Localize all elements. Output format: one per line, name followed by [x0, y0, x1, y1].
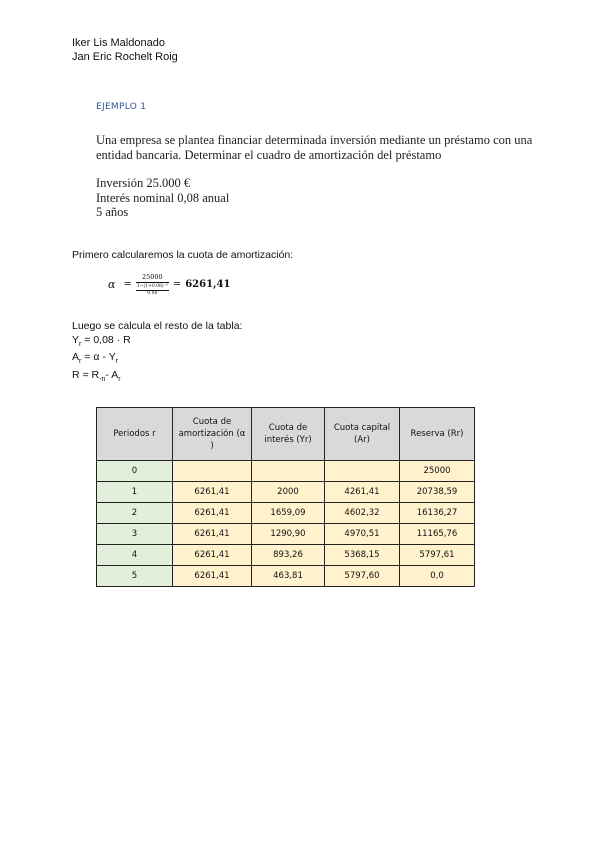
cell-interes: 1659,09	[252, 503, 325, 524]
formula-numerator: 25000	[141, 273, 163, 281]
formula-denominator-bottom: 0.08	[136, 290, 169, 297]
cell-period: 5	[97, 566, 173, 587]
cell-cuota	[173, 461, 252, 482]
cell-reserva: 5797,61	[400, 545, 475, 566]
cell-cuota: 6261,41	[173, 524, 252, 545]
header-cuota-interes: Cuota de interés (Yr)	[252, 408, 325, 461]
cell-interes	[252, 461, 325, 482]
table-header-row	[97, 408, 475, 461]
header-periodos: Periodos r	[97, 408, 173, 461]
formula-denominator	[136, 282, 169, 296]
cell-capital: 5368,15	[325, 545, 400, 566]
cell-reserva: 11165,76	[400, 524, 475, 545]
header-reserva: Reserva (Rr)	[400, 408, 475, 461]
formula-reserve: $R = R_{-n}-$ $A_r$	[72, 368, 121, 383]
formula-capital: $A_r = \alpha - Y_r$	[72, 351, 119, 366]
cell-period: 0	[97, 461, 173, 482]
cell-cuota: 6261,41	[173, 566, 252, 587]
cell-capital: 5797,60	[325, 566, 400, 587]
formula-equals-2: =	[172, 279, 182, 290]
data-interest: Interés nominal 0,08 anual	[96, 190, 230, 205]
cell-interes: 2000	[252, 482, 325, 503]
table-row	[97, 482, 475, 503]
cell-reserva: 16136,27	[400, 503, 475, 524]
cell-cuota: 6261,41	[173, 482, 252, 503]
data-years: 5 años	[96, 205, 129, 219]
cell-period: 1	[97, 482, 173, 503]
annuity-formula	[108, 273, 230, 296]
formula-denominator-top: 1−(1+0.08)⁻⁵	[136, 284, 168, 289]
cell-interes: 893,26	[252, 545, 325, 566]
table-row	[97, 524, 475, 545]
cell-capital: 4970,51	[325, 524, 400, 545]
intro-text: Primero calcularemos la cuota de amortización:	[72, 249, 294, 261]
author-2: Jan Eric Rochelt Roig	[72, 51, 178, 63]
formula-fraction	[136, 273, 169, 296]
problem-data	[96, 176, 229, 220]
problem-statement: Una empresa se plantea financiar determinada inversión mediante un préstamo con una entidad bancaria. Determinar el cuadro de amortización del préstamo	[96, 133, 533, 162]
header-cuota-amortizacion: Cuota de amortización (α )	[173, 408, 252, 461]
formula-interest: $Y_r = 0,08 \cdot R$	[72, 333, 131, 348]
cell-capital: 4602,32	[325, 503, 400, 524]
amortization-table	[96, 407, 475, 587]
table-row	[97, 566, 475, 587]
cell-period: 4	[97, 545, 173, 566]
data-investment: Inversión 25.000 €	[96, 176, 191, 190]
cell-reserva: 20738,59	[400, 482, 475, 503]
rest-intro: Luego se calcula el resto de la tabla:	[72, 320, 243, 332]
cell-capital	[325, 461, 400, 482]
cell-interes: 1290,90	[252, 524, 325, 545]
recurrence-formulas	[72, 320, 242, 386]
cell-capital: 4261,41	[325, 482, 400, 503]
cell-reserva: 0,0	[400, 566, 475, 587]
table-row	[97, 461, 475, 482]
formula-result: 6261,41	[185, 279, 231, 290]
cell-cuota: 6261,41	[173, 545, 252, 566]
cell-period: 3	[97, 524, 173, 545]
authors-block	[72, 36, 178, 64]
author-1: Iker Lis Maldonado	[72, 37, 165, 49]
table-row	[97, 503, 475, 524]
cell-interes: 463,81	[252, 566, 325, 587]
cell-reserva: 25000	[400, 461, 475, 482]
cell-cuota: 6261,41	[173, 503, 252, 524]
table-row	[97, 545, 475, 566]
formula-equals: =	[123, 279, 132, 290]
header-cuota-capital: Cuota capital (Ar)	[325, 408, 400, 461]
formula-alpha: α	[108, 278, 116, 291]
cell-period: 2	[97, 503, 173, 524]
example-title: EJEMPLO 1	[96, 102, 147, 112]
